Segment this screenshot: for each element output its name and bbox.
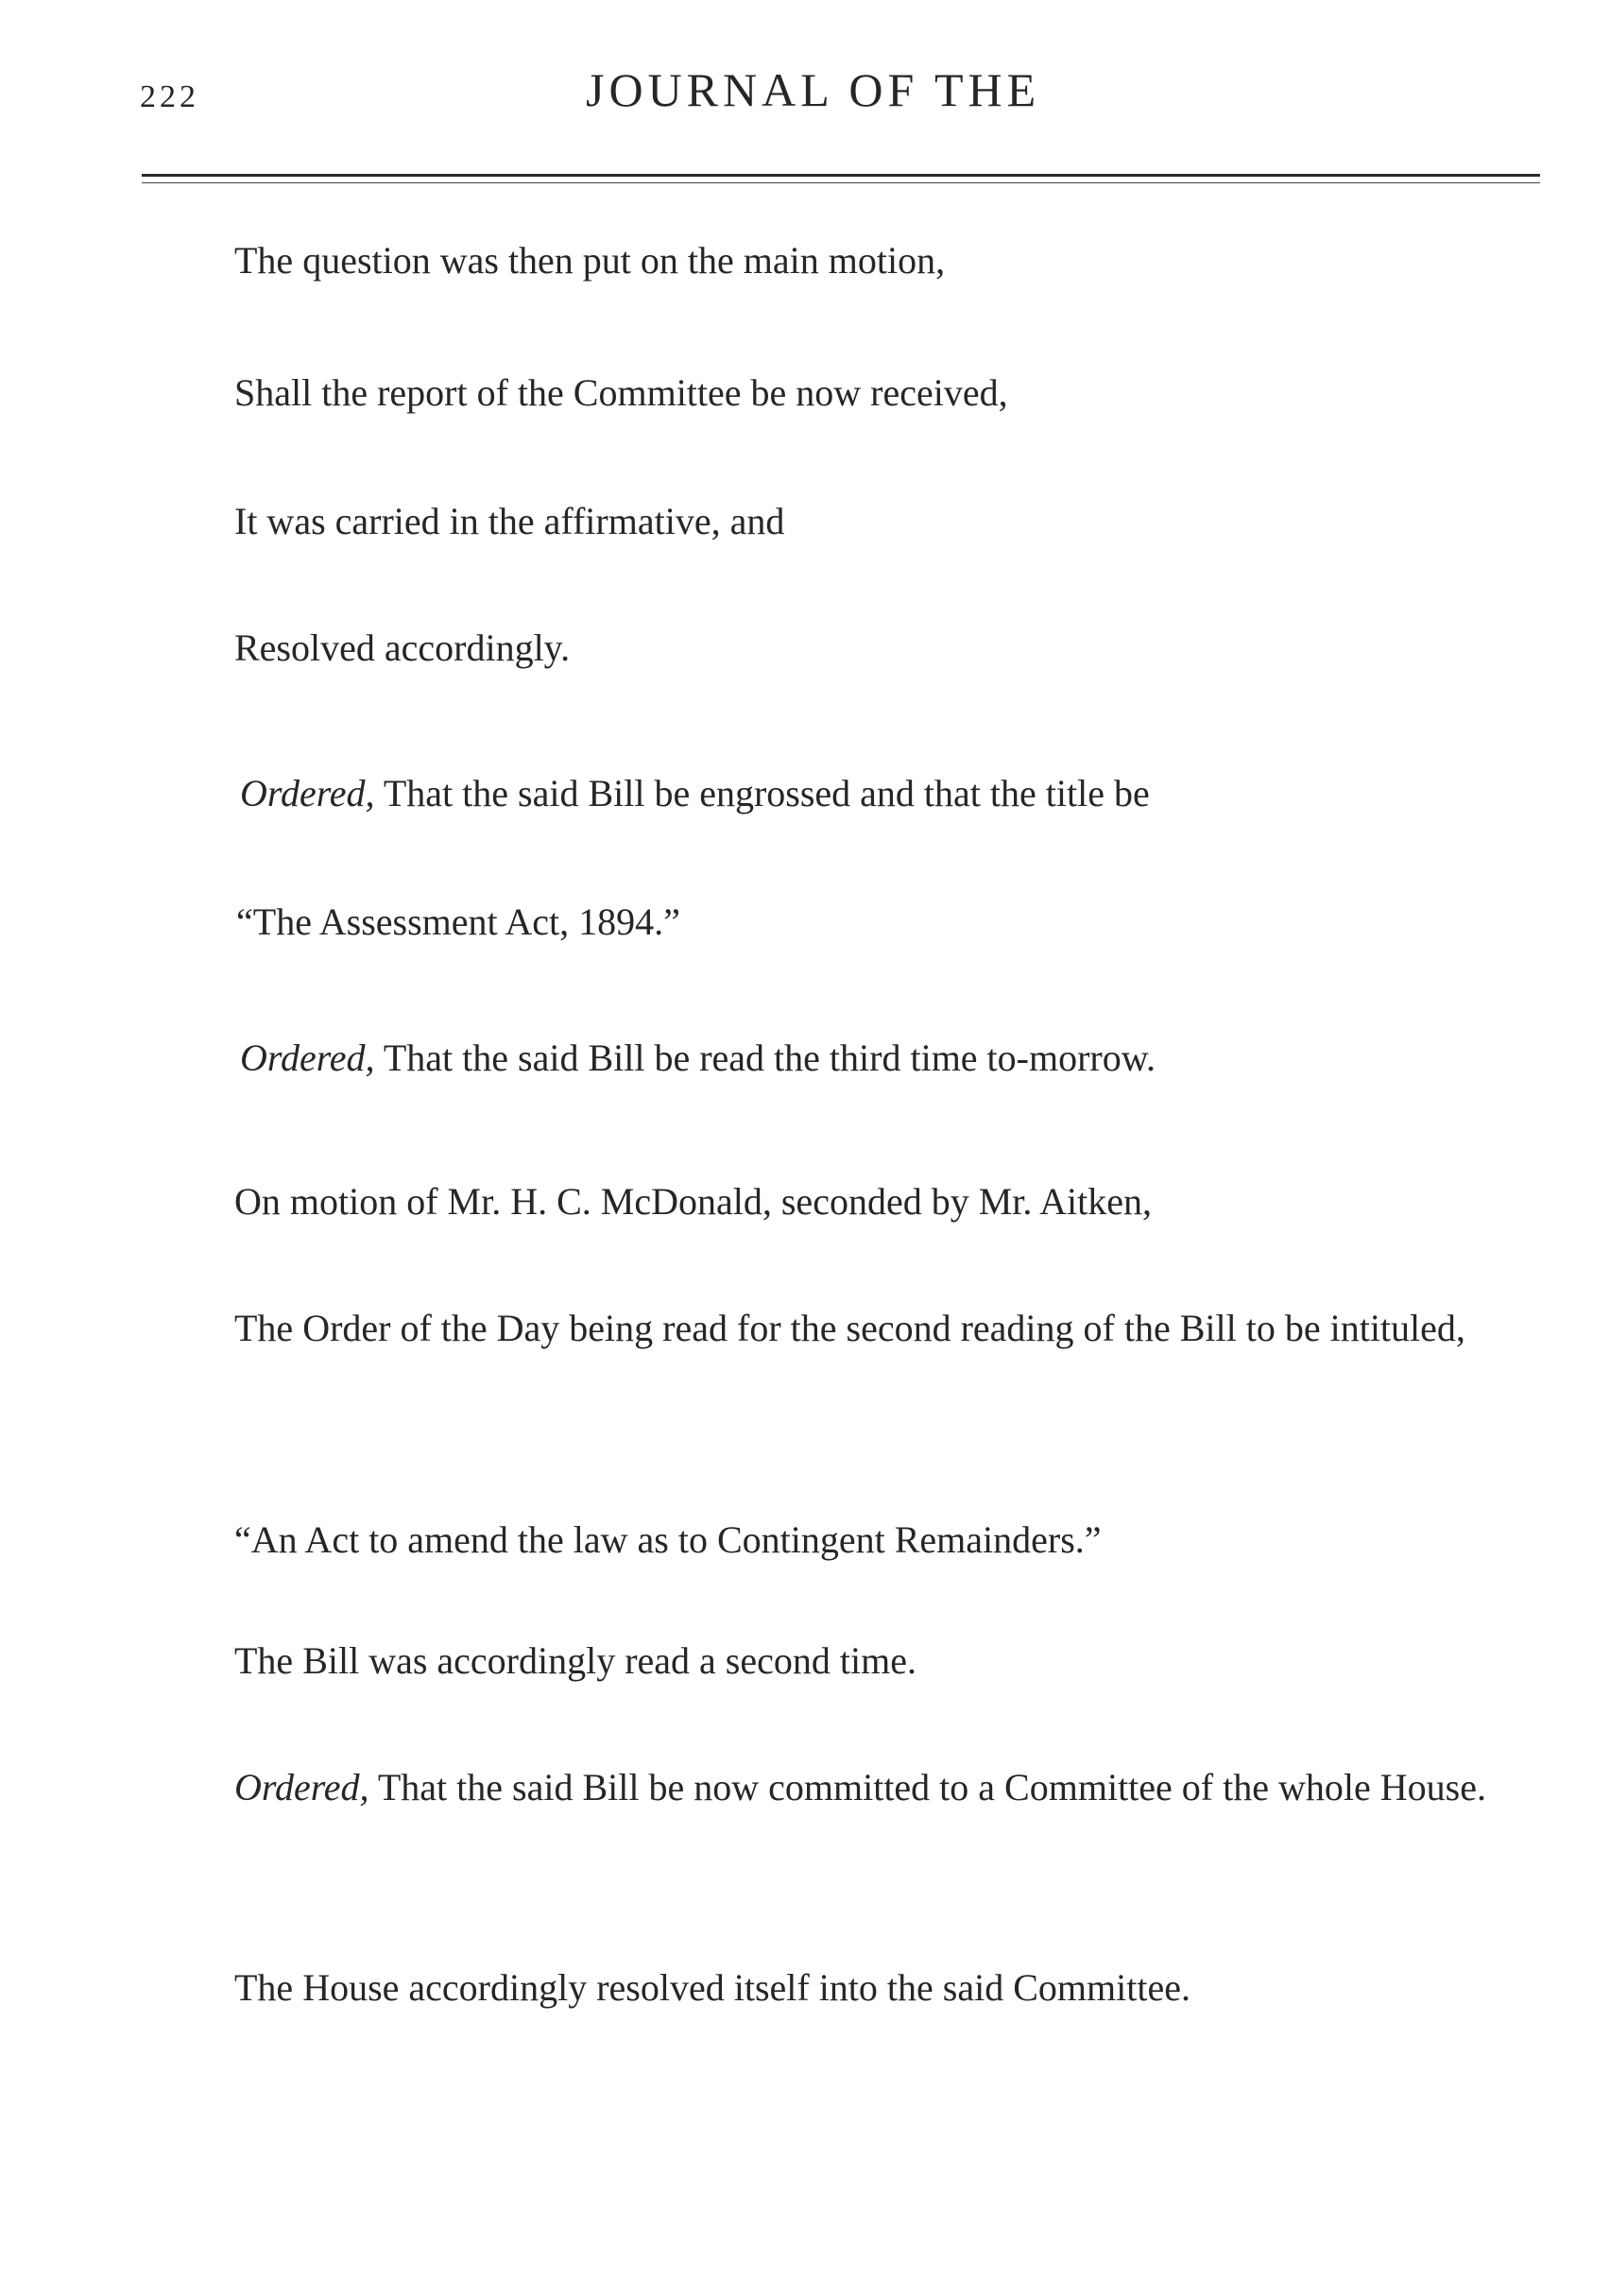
paragraph-act-contingent: “An Act to amend the law as to Contingent Remainders.”: [234, 1518, 1102, 1561]
paragraph-act-title: “The Assessment Act, 1894.”: [236, 900, 680, 943]
header-rule-thin: [142, 182, 1540, 183]
paragraph-carried-affirmative: It was carried in the affirmative, and: [234, 500, 785, 542]
ordered-label: Ordered,: [240, 772, 375, 814]
paragraph-shall-report: Shall the report of the Committee be now received,: [234, 371, 1008, 414]
paragraph-second-time: The Bill was accordingly read a second time.: [234, 1639, 916, 1682]
running-head: JOURNAL OF THE: [586, 63, 1041, 116]
paragraph-order-of-day: The Order of the Day being read for the second reading of the Bill to be intituled,: [234, 1307, 1465, 1349]
ordered-label: Ordered,: [234, 1766, 369, 1808]
page-number: 222: [140, 79, 199, 114]
paragraph-question-put: The question was then put on the main motion,: [234, 239, 946, 282]
paragraph-ordered-committed: Ordered, That the said Bill be now committed to a Committee of the whole House.: [234, 1766, 1486, 1808]
paragraph-house-resolved: The House accordingly resolved itself into the said Committee.: [234, 1966, 1190, 2009]
paragraph-on-motion: On motion of Mr. H. C. McDonald, seconded by Mr. Aitken,: [234, 1180, 1153, 1223]
paragraph-ordered-third-reading: Ordered, That the said Bill be read the third time to-morrow.: [240, 1037, 1156, 1079]
paragraph-ordered-engrossed: Ordered, That the said Bill be engrossed and that the title be: [240, 772, 1150, 814]
ordered-label: Ordered,: [240, 1037, 375, 1079]
paragraph-resolved: Resolved accordingly.: [234, 626, 571, 669]
header-rule-thick: [142, 174, 1540, 177]
